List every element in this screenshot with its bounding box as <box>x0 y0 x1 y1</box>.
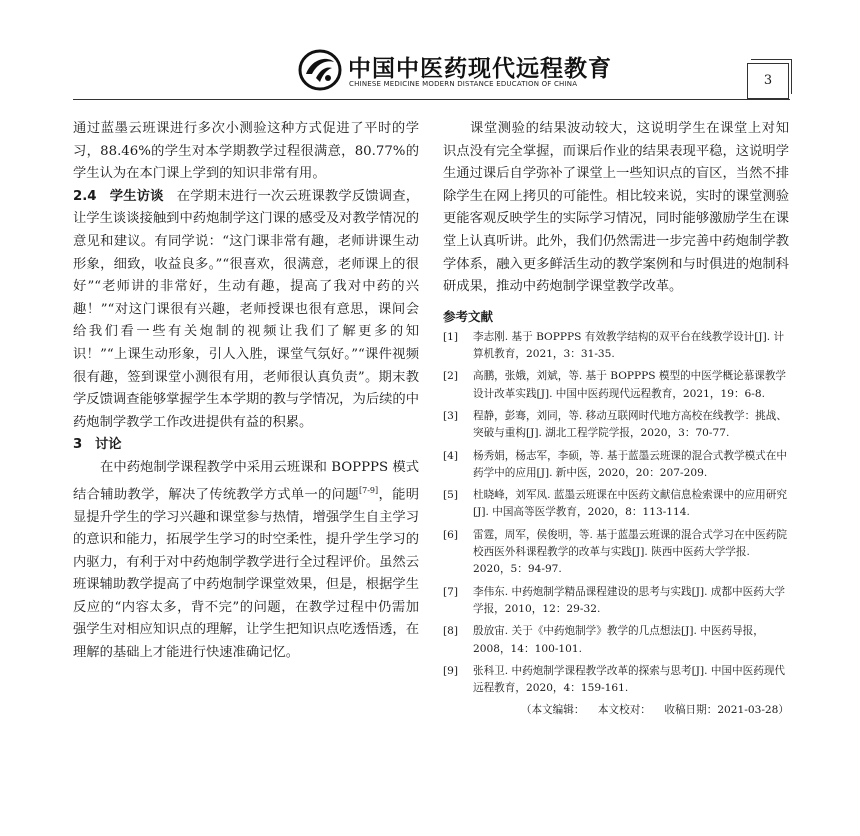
reference-number: [7] <box>443 585 459 598</box>
reference-text: 程静，彭骞，刘同，等. 移动互联网时代地方高校在线教学：挑战、突破与重构[J]. 湖北工程学院学报，2020，3：70-77. <box>473 409 787 440</box>
reference-item <box>443 329 789 364</box>
right-paragraph-1: 课堂测验的结果波动较大，这说明学生在课堂上对知识点没有完全掌握，而课后作业的结果表现平稳，这说明学生通过课后自学弥补了课堂上一些知识点的盲区，当然不排除学生在网上拷贝的可能性。相比较来说，实时的课堂测验更能客观反映学生的实际学习情况，同时能够激励学生在课堂上认真听讲。此外，我们仍然需进一步完善中药炮制学教学体系，融入更多鲜活生动的教学案例和与时俱进的炮制科研成果，推动中药炮制学课堂教学改革。 <box>443 121 789 295</box>
header-rule <box>73 99 790 100</box>
left-paragraph-1: 通过蓝墨云班课进行多次小测验这种方式促进了平时的学习，88.46%的学生对本学期教学过程很满意，80.77%的学生认为在本门课上学到的知识非常有用。 <box>73 121 419 182</box>
section-3-title: 讨论 <box>94 437 122 453</box>
reference-number: [9] <box>443 664 459 677</box>
discussion-text-b: ，能明显提升学生的学习兴趣和课堂参与热情，增强学生自主学习的意识和能力，拓展学生学习的时空柔性，提升学生学习的内驱力，有利于对中药炮制学教学进行全过程评价。虽然云班课辅助教学提高了中药炮制学课堂效果，但是，根据学生反应的“内容太多，背不完”的问题，在教学过程中仍需加强学生对相应知识点的理解，让学生把知识点吃透悟透，在理解的基础上才能进行快速准确记忆。 <box>73 486 420 661</box>
reference-item <box>443 408 789 443</box>
reference-text: 雷霆，周军，侯俊明，等. 基于蓝墨云班课的混合式学习在中医药院校西医外科课程教学的改革与实践[J]. 陕西中医药大学学报. 2020，5：94-97. <box>473 528 787 576</box>
right-column <box>443 118 789 719</box>
reference-number: [6] <box>443 528 459 541</box>
reference-item <box>443 448 789 483</box>
references-list <box>443 329 789 698</box>
reference-text: 殷放宙. 关于《中药炮制学》教学的几点想法[J]. 中医药导报，2008，14：100-101. <box>473 625 764 655</box>
reference-text: 杨秀娟，杨志军，李硕，等. 基于蓝墨云班课的混合式教学模式在中药学中的应用[J]. 新中医，2020，20：207-209. <box>473 449 787 479</box>
reference-item <box>443 663 789 698</box>
journal-title-cn: 中国中医药现代远程教育 <box>348 56 612 82</box>
discussion-paragraph <box>73 457 419 665</box>
reference-text: 张科卫. 中药炮制学课程教学改革的探索与思考[J]. 中国中医药现代远程教育，2020，4：159-161. <box>473 664 786 695</box>
page-number-box <box>747 63 789 99</box>
reference-item <box>443 487 789 522</box>
reference-number: [3] <box>443 409 459 422</box>
discussion-text-a: 在中药炮制学课程教学中采用云班课和 BOPPPS 模式结合辅助教学，解决了传统教学方式单一的问题 <box>73 459 419 502</box>
section-2-4-text: 在学期末进行一次云班课教学反馈调查，让学生谈谈接触到中药炮制学这门课的感受及对教学情况的意见和建议。有同学说：“这门课非常有趣，老师讲课生动形象，细致，收益良多。”“很喜欢，很满意，老师课上的很好”“老师讲的非常好，生动有趣，提高了我对中药的兴趣！”“对这门课很有兴趣，老师授课也很有意思，课间会给我们看一些有关炮制的视频让我们了解更多的知识！”“上课生动形象，引人入胜，课堂气氛好。”“课件视频很有趣，签到课堂小测很有用，老师很认真负责”。期末教学反馈调查能够掌握学生本学期的教与学情况，为后续的中药炮制学教学工作改进提供有益的积累。 <box>73 188 419 430</box>
reference-item <box>443 623 789 658</box>
section-3-number: 3 <box>73 437 83 453</box>
reference-text: 李志刚. 基于 BOPPPS 有效教学结构的双平台在线教学设计[J]. 计算机教育，2021，3：31-35. <box>473 330 785 361</box>
references-title: 参考文献 <box>443 308 494 324</box>
page-number: 3 <box>763 73 773 88</box>
reference-number: [2] <box>443 370 459 383</box>
discussion-citation: [7-9] <box>359 485 379 495</box>
editor-line: （本文编辑： 本文校对： 收稿日期：2021-03-28） <box>520 704 789 717</box>
section-2-4-number: 2.4 <box>73 188 97 204</box>
reference-number: [5] <box>443 489 459 502</box>
section-2-4-title: 学生访谈 <box>109 188 164 204</box>
left-column <box>73 118 419 665</box>
reference-number: [4] <box>443 449 459 462</box>
reference-number: [8] <box>443 625 459 638</box>
section-2-4 <box>73 186 419 435</box>
section-3-heading <box>73 434 419 457</box>
reference-item <box>443 368 789 403</box>
reference-text: 高鹏，张娥，刘斌，等. 基于 BOPPPS 模型的中医学概论慕课教学设计改革实践[J]. 中国中医药现代远程教育，2021，19：6-8. <box>473 370 787 400</box>
journal-logo-icon <box>298 48 342 92</box>
reference-item <box>443 527 789 579</box>
reference-number: [1] <box>443 330 459 343</box>
page-header <box>0 0 860 110</box>
reference-text: 杜晓峰，刘军凤. 蓝墨云班课在中医药文献信息检索课中的应用研究[J]. 中国高等医学教育，2020，8：113-114. <box>473 489 787 519</box>
journal-title-en: CHINESE MEDICINE MODERN DISTANCE EDUCATION OF CHINA <box>349 80 578 88</box>
reference-item <box>443 584 789 619</box>
reference-text: 李伟东. 中药炮制学精品课程建设的思考与实践[J]. 成都中医药大学学报，2010，12：29-32. <box>473 585 786 615</box>
